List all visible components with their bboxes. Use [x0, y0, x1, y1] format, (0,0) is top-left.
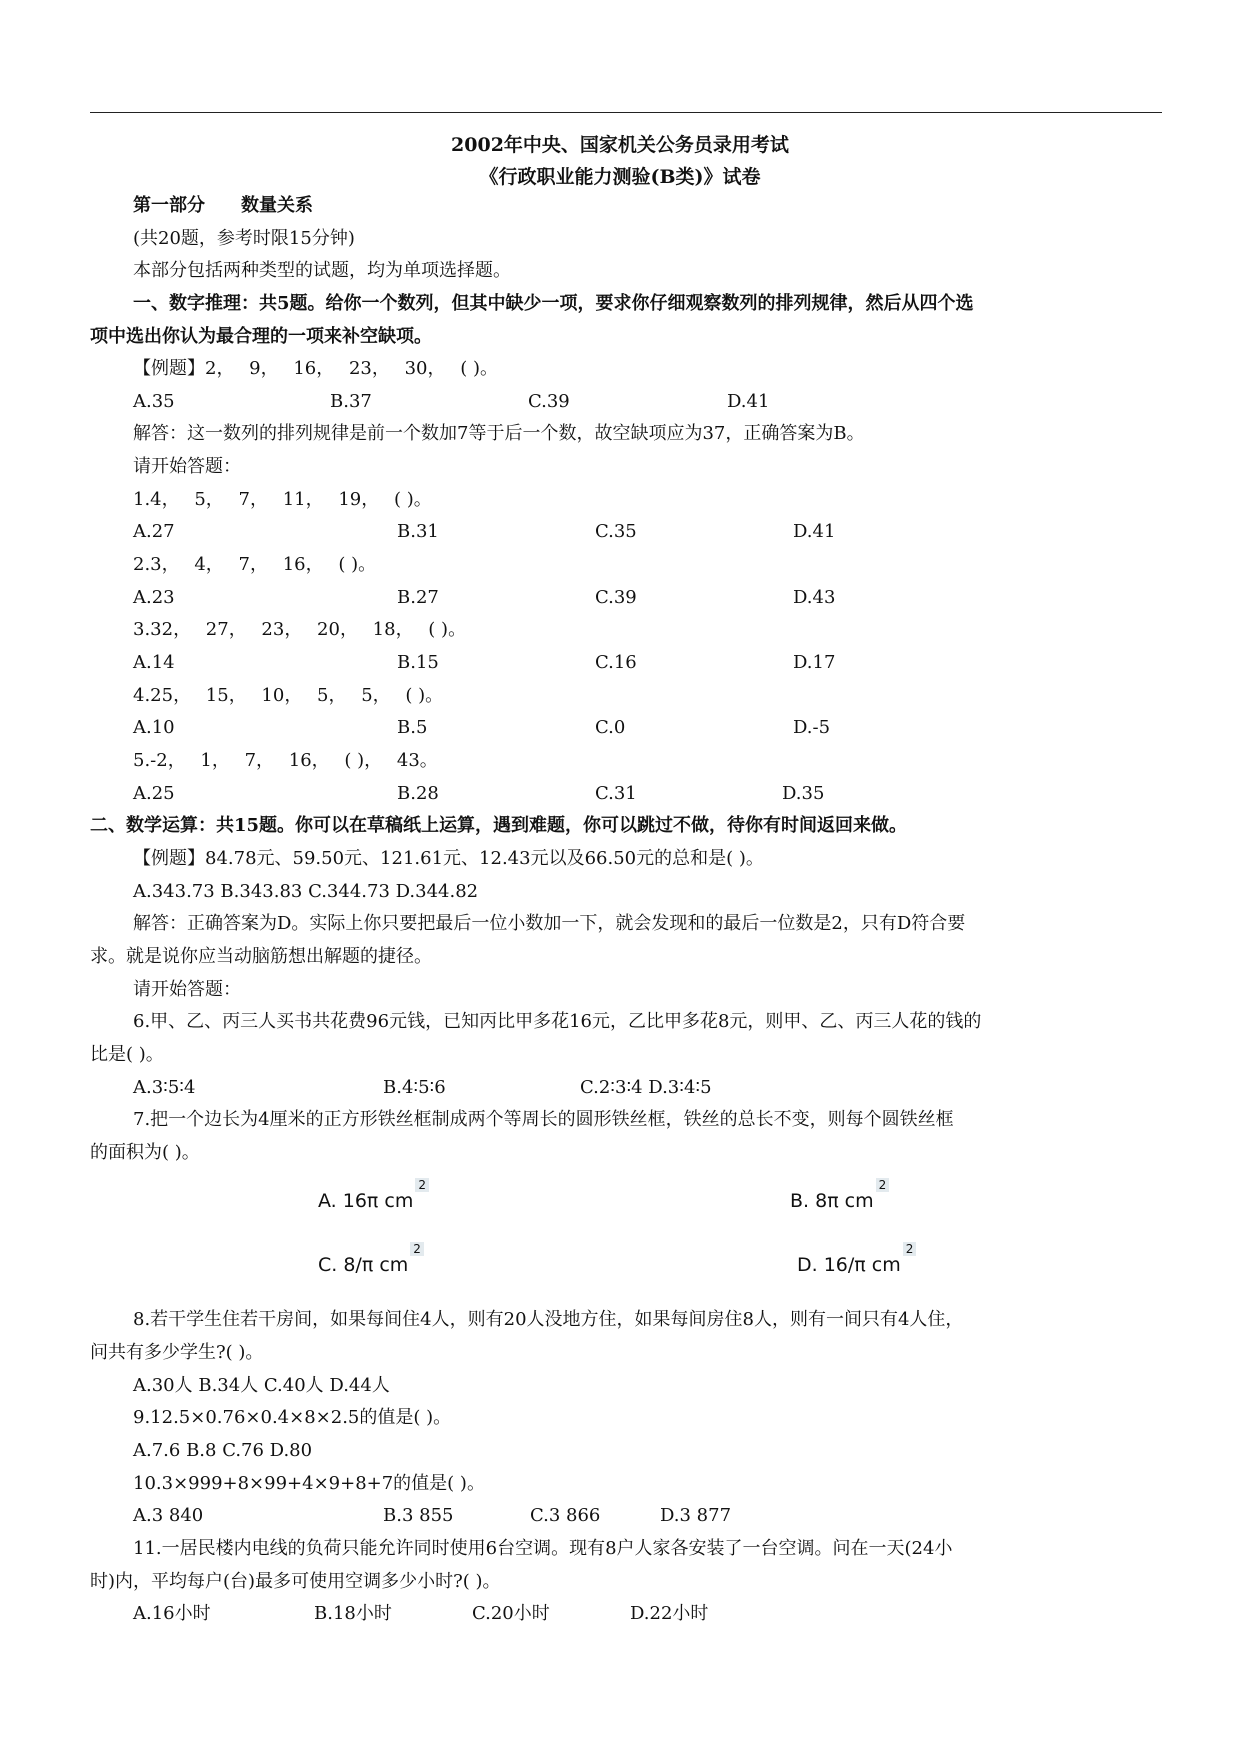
q4-option-a: A.10: [133, 717, 175, 738]
q10-option-c: C.3 866: [530, 1505, 601, 1526]
q7-option-b-text: B. 8π cm: [790, 1190, 874, 1212]
question-8: 8.若干学生住若干房间，如果每间住4人，则有20人没地方住，如果每间房住8人，则有一间只有4人住，: [133, 1309, 964, 1330]
question-7-cont: 的面积为( )。: [90, 1142, 200, 1163]
exam-title: 2002年中央、国家机关公务员录用考试: [451, 134, 789, 156]
q2-option-a: A.23: [133, 587, 175, 608]
exam-subtitle: 《行政职业能力测验(B类)》试卷: [479, 166, 761, 188]
q4-option-b: B.5: [397, 717, 428, 738]
q2-option-d: D.43: [793, 587, 836, 608]
question-3: 3.32， 27， 23， 20， 18， ( )。: [133, 619, 467, 640]
example2-answer: 解答：正确答案为D。实际上你只要把最后一位小数加一下，就会发现和的最后一位数是2，只有D符合要: [133, 913, 966, 934]
question-9: 9.12.5×0.76×0.4×8×2.5的值是( )。: [133, 1407, 452, 1428]
example1-option-a: A.35: [133, 391, 175, 412]
q1-option-c: C.35: [595, 521, 637, 542]
q1-option-b: B.31: [397, 521, 439, 542]
question-2: 2.3， 4， 7， 16， ( )。: [133, 554, 377, 575]
example1-option-d: D.41: [727, 391, 770, 412]
q11-option-a: A.16小时: [133, 1603, 211, 1624]
q6-option-b: B.4∶5∶6: [383, 1077, 446, 1098]
start-prompt-2: 请开始答题：: [133, 979, 241, 1000]
question-1: 1.4， 5， 7， 11， 19， ( )。: [133, 489, 432, 510]
question-11: 11.一居民楼内电线的负荷只能允许同时使用6台空调。现有8户人家各安装了一台空调。问在一天(24小: [133, 1538, 953, 1559]
question-6-cont: 比是( )。: [90, 1044, 164, 1065]
q7-option-a: [318, 1178, 429, 1212]
q10-option-d: D.3 877: [660, 1505, 732, 1526]
question-6: 6.甲、乙、丙三人买书共花费96元钱，已知丙比甲多花16元，乙比甲多花8元，则甲、乙、丙三人花的钱的: [133, 1011, 982, 1032]
part-heading: 第一部分 数量关系: [133, 195, 313, 216]
q5-option-c: C.31: [595, 783, 637, 804]
q7-option-b: [790, 1178, 889, 1212]
section2-heading: 二、数学运算：共15题。你可以在草稿纸上运算，遇到难题，你可以跳过不做，待你有时间返回来做。: [90, 815, 908, 836]
q7-option-c-text: C. 8/π cm: [318, 1254, 409, 1276]
q5-option-a: A.25: [133, 783, 175, 804]
q7-option-c-exponent: 2: [410, 1242, 424, 1256]
q7-option-c: [318, 1242, 424, 1276]
q7-option-d: [797, 1242, 916, 1276]
q4-option-c: C.0: [595, 717, 626, 738]
part-intro: 本部分包括两种类型的试题，均为单项选择题。: [133, 260, 511, 281]
q6-option-a: A.3∶5∶4: [133, 1077, 196, 1098]
example2-answer-cont: 求。就是说你应当动脑筋想出解题的捷径。: [90, 946, 432, 967]
q9-options: A.7.6 B.8 C.76 D.80: [133, 1440, 313, 1461]
example1-option-b: B.37: [330, 391, 372, 412]
q5-option-d: D.35: [782, 783, 825, 804]
q7-option-a-exponent: 2: [415, 1178, 429, 1192]
q8-options: A.30人 B.34人 C.40人 D.44人: [133, 1375, 390, 1396]
time-note: (共20题，参考时限15分钟): [133, 228, 355, 249]
q3-option-d: D.17: [793, 652, 836, 673]
q3-option-b: B.15: [397, 652, 439, 673]
example2-options: A.343.73 B.343.83 C.344.73 D.344.82: [133, 881, 479, 902]
example1-stem: 【例题】2， 9， 16， 23， 30， ( )。: [133, 358, 498, 379]
example2-stem: 【例题】84.78元、59.50元、121.61元、12.43元以及66.50元的总和是( )。: [133, 848, 764, 869]
question-7: 7.把一个边长为4厘米的正方形铁丝框制成两个等周长的圆形铁丝框，铁丝的总长不变，则每个圆铁丝框: [133, 1109, 954, 1130]
q2-option-b: B.27: [397, 587, 439, 608]
q1-option-d: D.41: [793, 521, 836, 542]
q7-option-b-exponent: 2: [876, 1178, 890, 1192]
q2-option-c: C.39: [595, 587, 637, 608]
question-4: 4.25， 15， 10， 5， 5， ( )。: [133, 685, 444, 706]
example1-option-c: C.39: [528, 391, 570, 412]
section1-heading: 一、数字推理：共5题。给你一个数列，但其中缺少一项，要求你仔细观察数列的排列规律，然后从四个选: [133, 293, 974, 314]
example1-answer: 解答：这一数列的排列规律是前一个数加7等于后一个数，故空缺项应为37，正确答案为B。: [133, 423, 865, 444]
section1-heading-cont: 项中选出你认为最合理的一项来补空缺项。: [90, 326, 432, 347]
q11-option-c: C.20小时: [472, 1603, 550, 1624]
q5-option-b: B.28: [397, 783, 439, 804]
q10-option-a: A.3 840: [133, 1505, 204, 1526]
q3-option-a: A.14: [133, 652, 175, 673]
question-10: 10.3×999+8×99+4×9+8+7的值是( )。: [133, 1473, 485, 1494]
q7-option-d-exponent: 2: [903, 1242, 917, 1256]
q11-option-d: D.22小时: [630, 1603, 709, 1624]
q10-option-b: B.3 855: [383, 1505, 454, 1526]
question-11-cont: 时)内，平均每户(台)最多可使用空调多少小时?( )。: [90, 1571, 501, 1592]
question-5: 5.-2， 1， 7， 16， ( )， 43。: [133, 750, 438, 771]
q6-option-cd: C.2∶3∶4 D.3∶4∶5: [580, 1077, 712, 1098]
q7-option-a-text: A. 16π cm: [318, 1190, 414, 1212]
top-rule: [90, 112, 1162, 113]
q11-option-b: B.18小时: [314, 1603, 392, 1624]
q4-option-d: D.-5: [793, 717, 831, 738]
start-prompt-1: 请开始答题：: [133, 456, 241, 477]
q1-option-a: A.27: [133, 521, 175, 542]
q3-option-c: C.16: [595, 652, 637, 673]
q7-option-d-text: D. 16/π cm: [797, 1254, 901, 1276]
question-8-cont: 问共有多少学生?( )。: [90, 1342, 264, 1363]
